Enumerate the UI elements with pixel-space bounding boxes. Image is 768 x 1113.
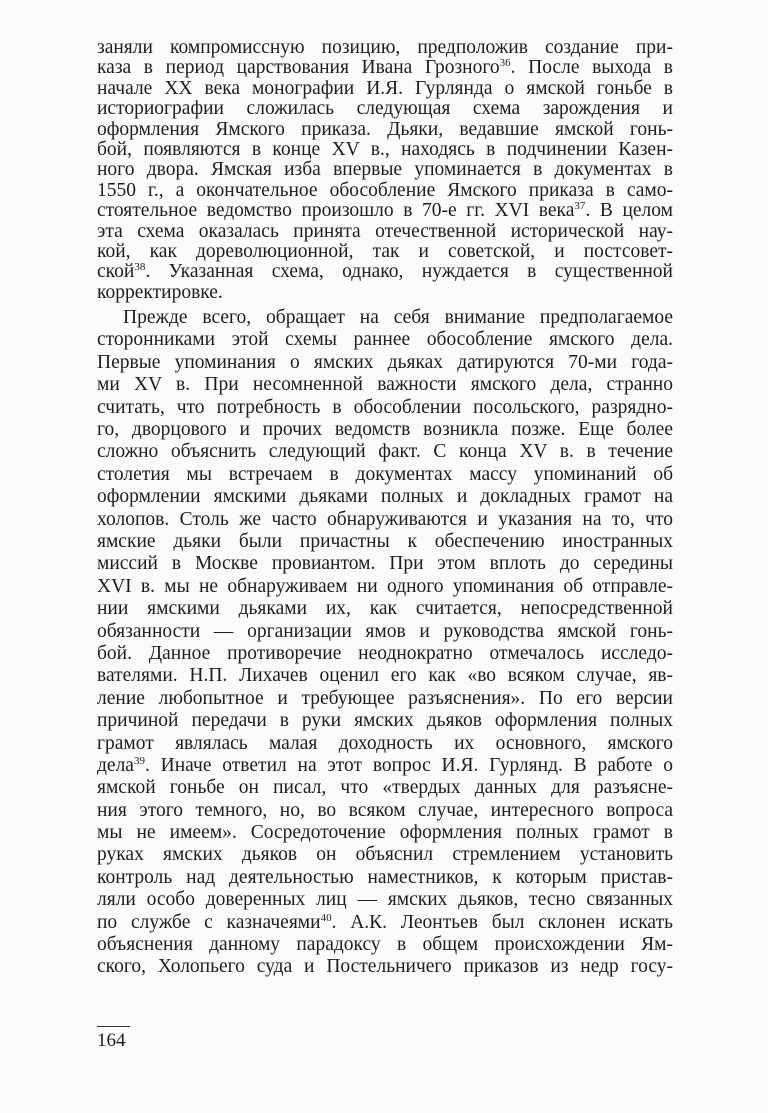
text-segment: ление любопытное и требующее разъяснения». По его версии bbox=[97, 687, 673, 709]
text-segment: ской bbox=[97, 261, 135, 283]
text-line bbox=[97, 800, 673, 822]
text-segment: по службе с казначеями bbox=[97, 911, 321, 933]
text-segment: ямские дьяки были причастны к обеспечению иностранных bbox=[97, 530, 673, 552]
text-line bbox=[97, 160, 673, 180]
text-segment: обязанности — организации ямов и руководства ямской гонь- bbox=[97, 620, 673, 642]
text-segment: начале XX века монографии И.Я. Гурлянда о ямской гоньбе в bbox=[97, 77, 673, 99]
text-segment: XVI в. мы не обнаруживаем ни одного упоминания об отправле- bbox=[97, 575, 673, 597]
text-segment: заняли компромиссную позицию, предположив создание при- bbox=[97, 37, 673, 58]
text-line bbox=[97, 912, 673, 934]
text-segment: . После выхода в bbox=[510, 57, 673, 79]
text-segment: корректировке. bbox=[97, 281, 223, 303]
text-segment: ямской гоньбе он писал, что «твердых данных для разъясне- bbox=[97, 777, 673, 799]
text-line bbox=[97, 352, 673, 374]
text-segment: каза в период царствования Ивана Грозного bbox=[97, 57, 500, 79]
text-segment: стоятельное ведомство произошло в 70-е гг. XVI века bbox=[97, 200, 575, 222]
text-line bbox=[97, 934, 673, 956]
text-segment: миссий в Москве провиантом. При этом вплоть до середины bbox=[97, 553, 673, 575]
text-segment: оформлении ямскими дьяками полных и докладных грамот на bbox=[97, 486, 673, 508]
text-segment: 1550 г., а окончательное обособление Ямского приказа в само- bbox=[97, 179, 673, 201]
text-segment: ния этого темного, но, во всяком случае, интересного вопроса bbox=[97, 799, 673, 821]
page-number: 164 bbox=[97, 1030, 126, 1051]
text-line bbox=[97, 553, 673, 575]
footnote-ref: 38 bbox=[134, 261, 146, 274]
footnote-ref: 37 bbox=[574, 200, 586, 213]
text-segment: холопов. Столь же часто обнаруживаются и указания на то, что bbox=[97, 508, 673, 530]
text-segment: ного двора. Ямская изба впервые упоминается в документах в bbox=[97, 159, 673, 181]
text-line bbox=[97, 441, 673, 463]
text-line bbox=[97, 283, 673, 303]
text-line bbox=[97, 576, 673, 598]
text-segment: историографии сложилась следующая схема зарождения и bbox=[97, 98, 673, 120]
text-line bbox=[97, 464, 673, 486]
text-line bbox=[97, 688, 673, 710]
text-line bbox=[97, 665, 673, 687]
text-line bbox=[97, 140, 673, 160]
text-segment: считать, что потребность в обособлении посольского, разрядно- bbox=[97, 396, 673, 418]
text-segment: контроль над деятельностью наместников, к которым пристав- bbox=[97, 866, 673, 888]
text-line bbox=[97, 621, 673, 643]
text-segment: бой. Данное противоречие неоднократно отмечалось исследо- bbox=[97, 642, 673, 664]
text-segment: нии ямскими дьяками их, как считается, непосредственной bbox=[97, 598, 673, 620]
text-segment: го, дворцового и прочих ведомств возникла позже. Еще более bbox=[97, 419, 673, 441]
text-segment: столетия мы встречаем в документах массу упоминаний об bbox=[97, 463, 673, 485]
text-line bbox=[97, 755, 673, 777]
text-line bbox=[97, 710, 673, 732]
text-segment: объяснения данному парадоксу в общем происхождении Ям- bbox=[97, 934, 673, 956]
text-segment: ского, Холопьего суда и Постельничего приказов из недр госу- bbox=[97, 956, 673, 978]
text-line bbox=[97, 889, 673, 911]
text-line bbox=[97, 201, 673, 221]
text-line bbox=[97, 397, 673, 419]
text-line bbox=[97, 120, 673, 140]
text-segment: ляли особо доверенных лиц — ямских дьяков, тесно связанных bbox=[97, 889, 673, 911]
text-segment: Первые упоминания о ямских дьяках датируются 70-ми года- bbox=[97, 351, 673, 373]
text-line bbox=[97, 262, 673, 282]
text-line bbox=[97, 643, 673, 665]
text-segment: сложно объяснить следующий факт. С конца XV в. в течение bbox=[97, 441, 673, 463]
text-line bbox=[97, 329, 673, 351]
text-segment: . Указанная схема, однако, нуждается в существенной bbox=[145, 261, 673, 283]
text-line bbox=[97, 374, 673, 396]
text-segment: оформления Ямского приказа. Дьяки, ведавшие ямской гонь- bbox=[97, 118, 673, 140]
text-line bbox=[97, 822, 673, 844]
footnote-ref: 36 bbox=[499, 57, 511, 70]
paragraph bbox=[97, 38, 673, 303]
paragraph bbox=[97, 307, 673, 979]
text-segment: бой, появляются в конце XV в., находясь в подчинении Казен- bbox=[97, 138, 673, 160]
text-segment: . В целом bbox=[585, 200, 673, 222]
page-number-rule bbox=[97, 1026, 130, 1027]
text-line bbox=[97, 777, 673, 799]
text-line bbox=[97, 598, 673, 620]
text-line bbox=[97, 531, 673, 553]
text-segment: вателями. Н.П. Лихачев оценил его как «во всяком случае, яв- bbox=[97, 665, 673, 687]
text-segment: мы не имеем». Сосредоточение оформления полных грамот в bbox=[97, 822, 673, 844]
text-line bbox=[97, 79, 673, 99]
footnote-ref: 40 bbox=[320, 911, 332, 924]
text-line bbox=[97, 844, 673, 866]
text-line bbox=[97, 419, 673, 441]
text-line bbox=[97, 99, 673, 119]
text-line bbox=[97, 38, 673, 58]
text-segment: руках ямских дьяков он объяснил стремлением установить bbox=[97, 844, 673, 866]
text-line bbox=[97, 242, 673, 262]
text-segment: . Иначе ответил на этот вопрос И.Я. Гурлянд. В работе о bbox=[144, 754, 673, 776]
text-line bbox=[97, 867, 673, 889]
text-line bbox=[97, 222, 673, 242]
text-line bbox=[97, 486, 673, 508]
text-segment: причиной передачи в руки ямских дьяков оформления полных bbox=[97, 710, 673, 732]
text-segment: кой, как дореволюционной, так и советской, и постсовет- bbox=[97, 240, 673, 262]
text-line bbox=[97, 956, 673, 978]
text-segment: эта схема оказалась принята отечественной исторической нау- bbox=[97, 220, 673, 242]
text-line bbox=[97, 509, 673, 531]
text-line bbox=[97, 307, 673, 329]
text-segment: Прежде всего, обращает на себя внимание предполагаемое bbox=[123, 307, 673, 329]
text-line bbox=[97, 58, 673, 78]
text-segment: ми XV в. При несомненной важности ямского дела, странно bbox=[97, 374, 673, 396]
text-segment: грамот являлась малая доходность их основного, ямского bbox=[97, 732, 673, 754]
text-line bbox=[97, 733, 673, 755]
text-line bbox=[97, 181, 673, 201]
page-body bbox=[97, 38, 673, 979]
footnote-ref: 39 bbox=[133, 754, 145, 767]
text-segment: сторонниками этой схемы раннее обособление ямского дела. bbox=[97, 329, 673, 351]
text-segment: . А.К. Леонтьев был склонен искать bbox=[331, 911, 673, 933]
text-segment: дела bbox=[97, 754, 134, 776]
